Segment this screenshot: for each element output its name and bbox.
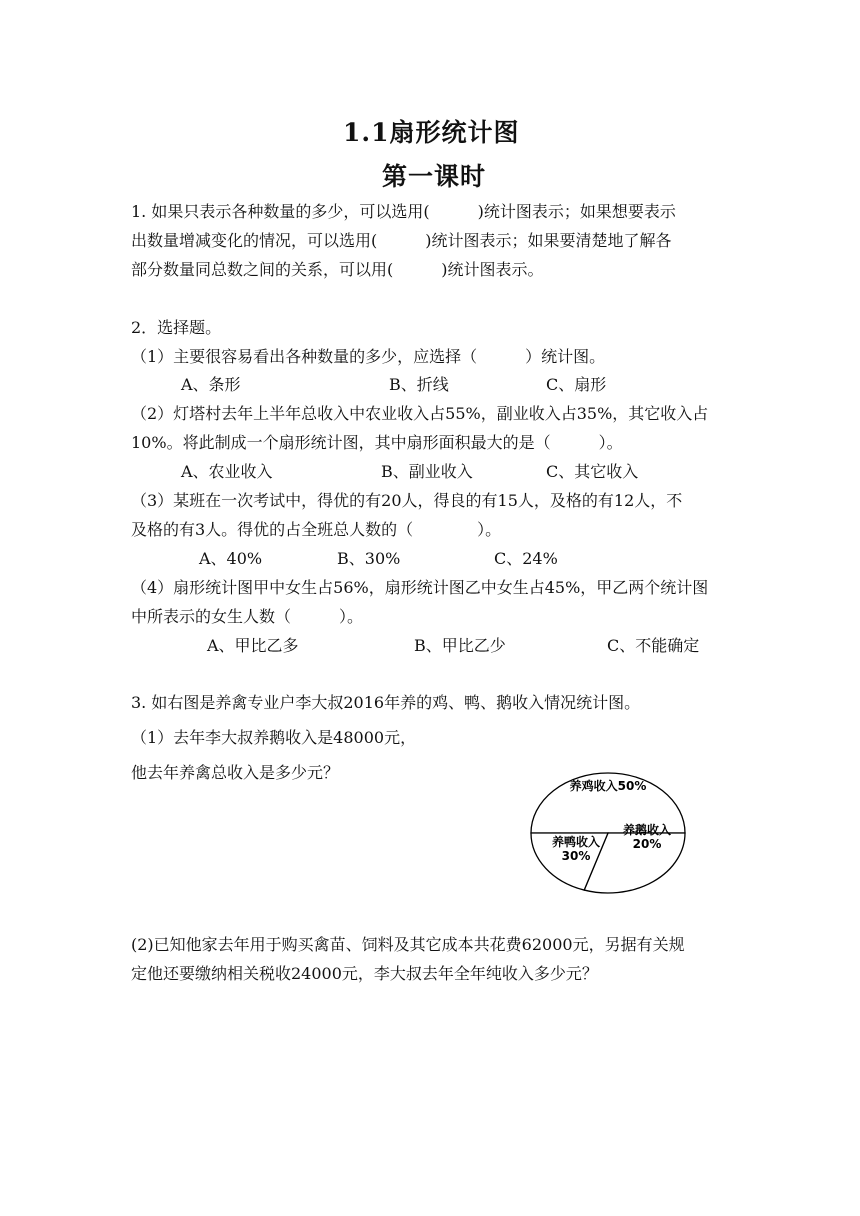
q2-3-option-a: A、40%	[199, 549, 263, 568]
q3-2-line-2: 定他还要缴纳相关税收24000元，李大叔去年全年纯收入多少元？	[131, 964, 598, 983]
q2-1-option-b: B、折线	[389, 375, 449, 394]
q2-3-stem-line-1: （3）某班在一次考试中，得优的有20人，得良的有15人，及格的有12人，不	[131, 491, 683, 510]
pie-label-duck: 养鸭收入	[551, 835, 601, 849]
pie-percent-goose: 20%	[632, 837, 662, 851]
q2-2-stem-line-1: （2）灯塔村去年上半年总收入中农业收入占55%，副业收入占35%，其它收入占	[131, 404, 709, 423]
pie-label-goose: 养鹅收入	[622, 823, 672, 837]
q2-3-stem-line-2: 及格的有3人。得优的占全班总人数的（ ）。	[131, 520, 502, 539]
q3-1-line-1: （1）去年李大叔养鹅收入是48000元，	[131, 728, 417, 747]
pie-label-chicken: 养鸡收入50%	[569, 779, 647, 793]
q2-4-option-b: B、甲比乙少	[414, 636, 506, 655]
q3-1-line-2: 他去年养禽总收入是多少元？	[131, 763, 340, 782]
q1-line-3: 部分数量同总数之间的关系，可以用( )统计图表示。	[131, 260, 544, 279]
page-subtitle: 第一课时	[382, 162, 487, 191]
q2-3-option-b: B、30%	[337, 549, 401, 568]
page-title: 1.1扇形统计图	[343, 118, 520, 147]
q2-1-stem: （1）主要很容易看出各种数量的多少，应选择（ ）统计图。	[131, 347, 606, 366]
q2-2-option-b: B、副业收入	[381, 462, 473, 481]
q3-2-line-1: (2)已知他家去年用于购买禽苗、饲料及其它成本共花费62000元，另据有关规	[131, 935, 685, 954]
q3-intro: 3. 如右图是养禽专业户李大叔2016年养的鸡、鸭、鹅收入情况统计图。	[131, 693, 641, 712]
q2-3-option-c: C、24%	[494, 549, 558, 568]
q2-4-option-c: C、不能确定	[607, 636, 700, 655]
q2-4-stem-line-2: 中所表示的女生人数（ ）。	[131, 607, 364, 626]
q2-4-option-a: A、甲比乙多	[207, 636, 299, 655]
pie-percent-duck: 30%	[561, 849, 591, 863]
q1-line-1: 1. 如果只表示各种数量的多少，可以选用( )统计图表示；如果想要表示	[131, 202, 676, 221]
q2-4-stem-line-1: （4）扇形统计图甲中女生占56%，扇形统计图乙中女生占45%，甲乙两个统计图	[131, 578, 709, 597]
income-pie-chart	[528, 770, 688, 896]
q2-heading: 2．选择题。	[131, 318, 222, 337]
q2-2-stem-line-2: 10%。将此制成一个扇形统计图，其中扇形面积最大的是（ ）。	[131, 433, 623, 452]
q2-2-option-c: C、其它收入	[546, 462, 639, 481]
q2-1-option-c: C、扇形	[546, 375, 607, 394]
q2-2-option-a: A、农业收入	[181, 462, 273, 481]
q1-line-2: 出数量增减变化的情况，可以选用( )统计图表示；如果要清楚地了解各	[131, 231, 672, 250]
q2-1-option-a: A、条形	[181, 375, 241, 394]
pie-chart-svg	[528, 770, 688, 896]
